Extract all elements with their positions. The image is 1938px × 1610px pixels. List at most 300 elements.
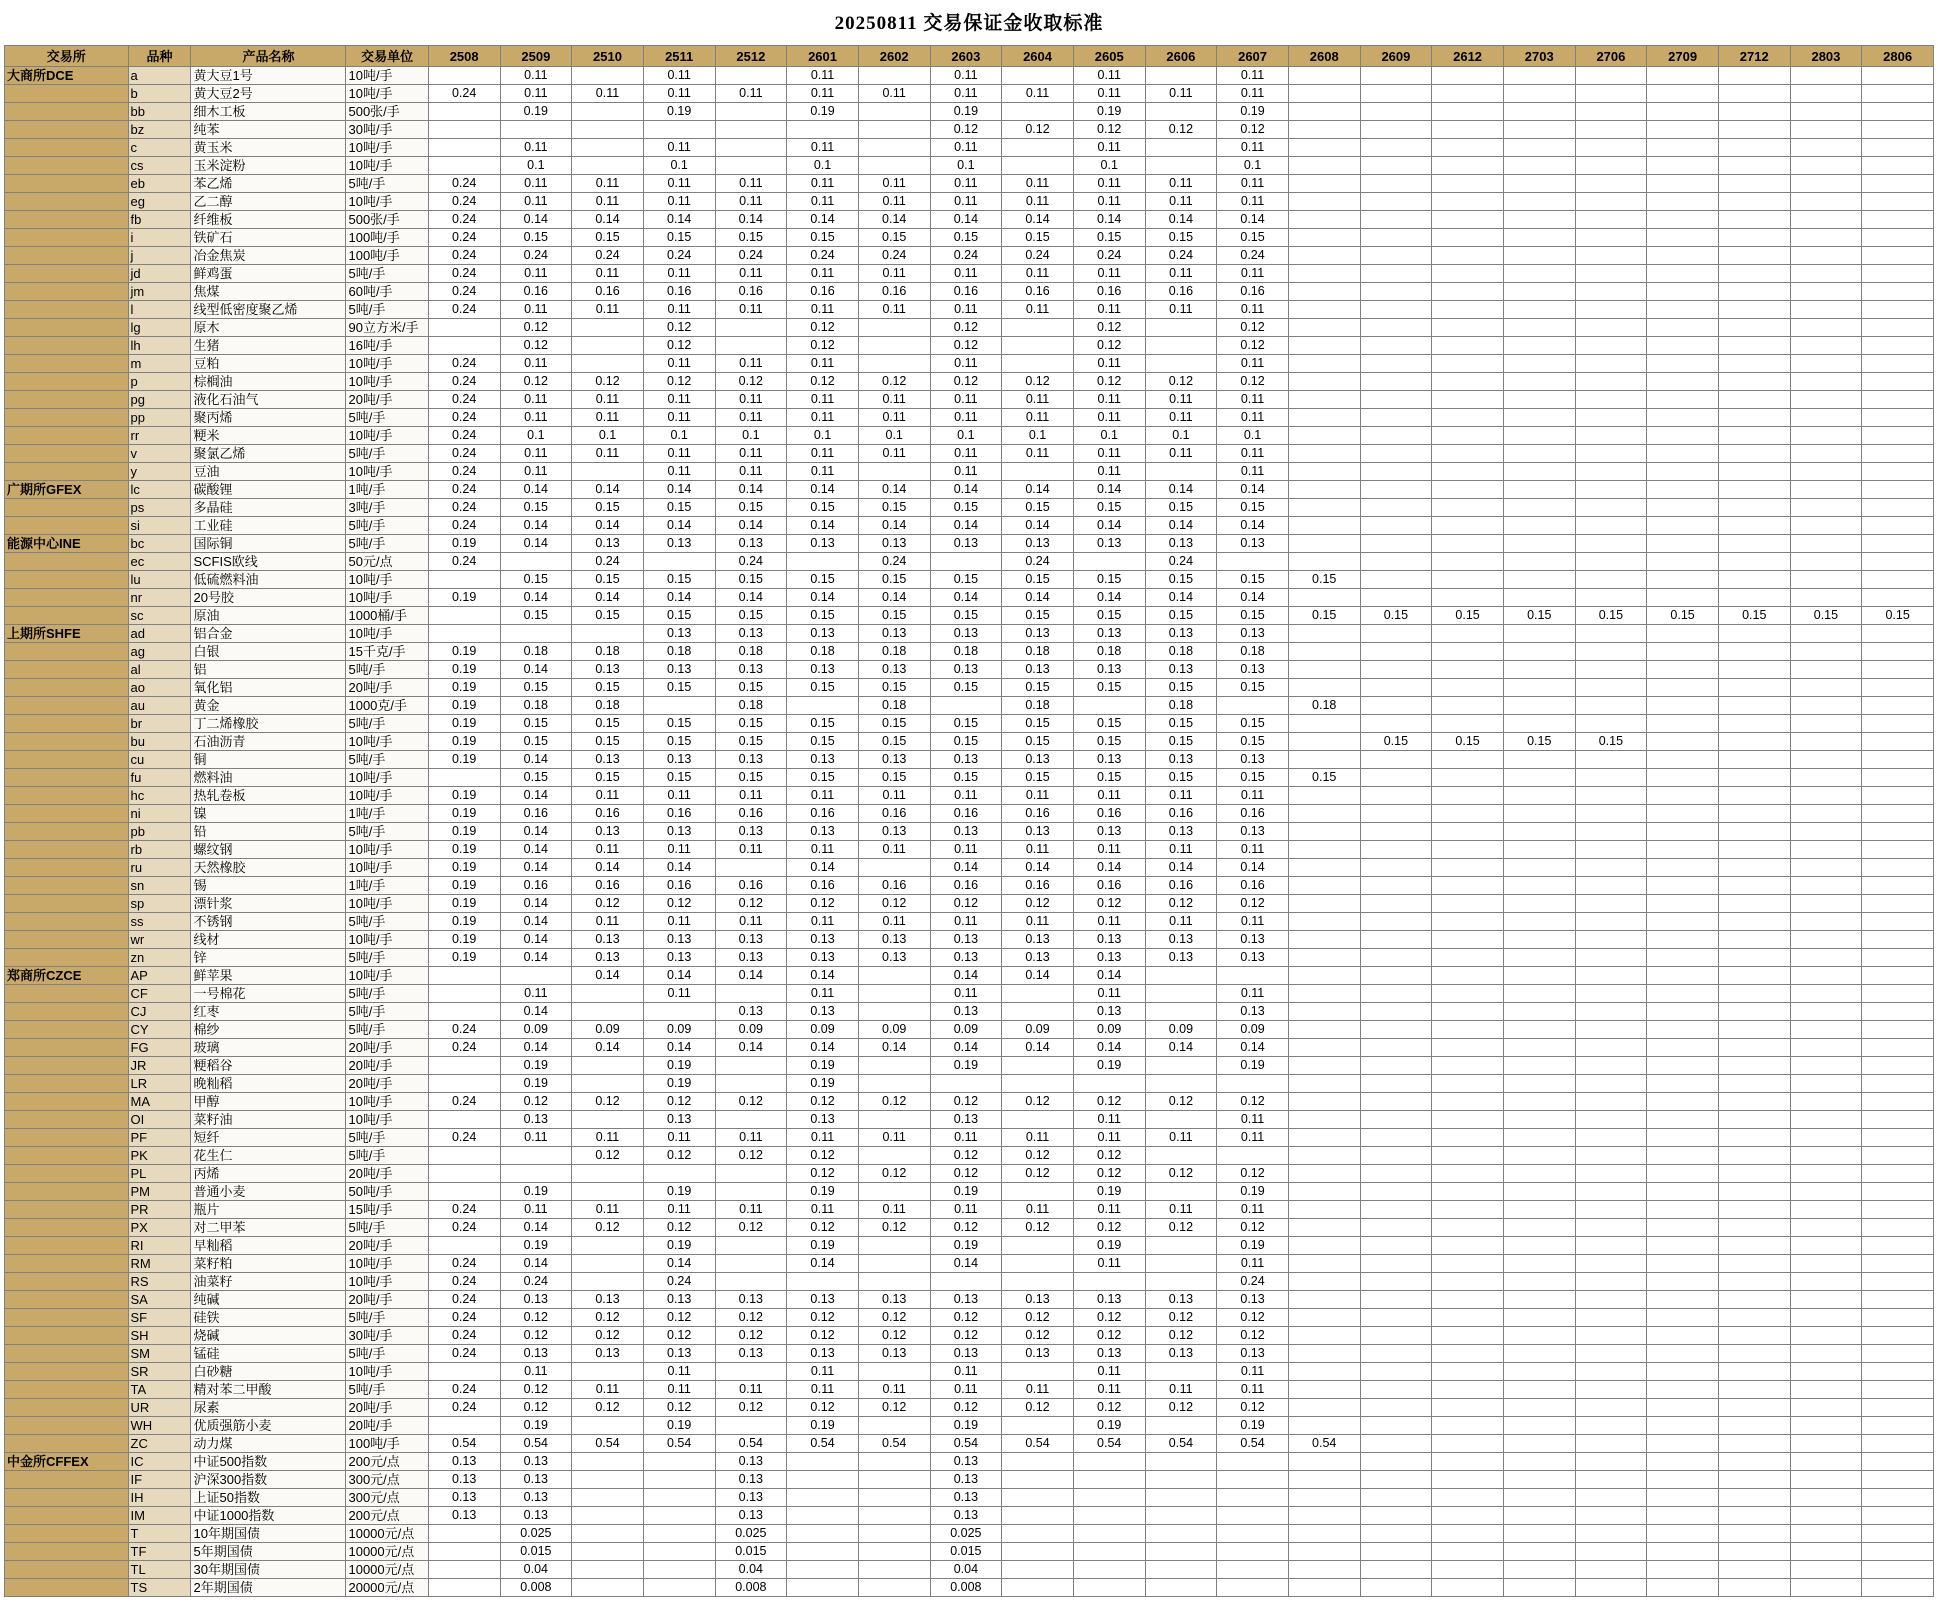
- cell-margin-2607: 0.1: [1217, 157, 1289, 175]
- cell-margin-2806: [1862, 859, 1934, 877]
- cell-margin-2509: 0.14: [500, 841, 572, 859]
- cell-margin-2703: [1503, 679, 1575, 697]
- cell-margin-2511: 0.11: [643, 355, 715, 373]
- cell-margin-2608: [1288, 805, 1360, 823]
- cell-margin-2703: [1503, 337, 1575, 355]
- cell-margin-2709: [1647, 625, 1719, 643]
- cell-exchange: [5, 463, 129, 481]
- cell-margin-2608: [1288, 67, 1360, 85]
- cell-margin-2604: 0.13: [1002, 949, 1074, 967]
- cell-margin-2712: [1718, 931, 1790, 949]
- cell-exchange: [5, 913, 129, 931]
- cell-margin-2712: [1718, 1363, 1790, 1381]
- cell-margin-2612: [1432, 301, 1504, 319]
- cell-margin-2603: 0.12: [930, 1093, 1002, 1111]
- cell-margin-2602: [858, 1561, 930, 1579]
- cell-margin-2605: 0.13: [1073, 625, 1145, 643]
- cell-margin-2712: [1718, 445, 1790, 463]
- cell-margin-2508: 0.24: [428, 445, 500, 463]
- cell-margin-2603: 0.11: [930, 1381, 1002, 1399]
- cell-exchange: [5, 355, 129, 373]
- cell-margin-2709: [1647, 193, 1719, 211]
- cell-margin-2712: [1718, 823, 1790, 841]
- cell-margin-2803: [1790, 1129, 1862, 1147]
- cell-margin-2603: 0.015: [930, 1543, 1002, 1561]
- cell-margin-2605: 0.24: [1073, 247, 1145, 265]
- cell-margin-2510: 0.14: [572, 517, 644, 535]
- cell-margin-2703: [1503, 1417, 1575, 1435]
- cell-margin-2605: 0.14: [1073, 481, 1145, 499]
- cell-margin-2607: 0.15: [1217, 733, 1289, 751]
- cell-margin-2709: [1647, 409, 1719, 427]
- cell-margin-2605: 0.14: [1073, 967, 1145, 985]
- cell-margin-2606: 0.11: [1145, 1201, 1217, 1219]
- cell-margin-2712: [1718, 67, 1790, 85]
- cell-exchange: [5, 643, 129, 661]
- cell-margin-2806: [1862, 1075, 1934, 1093]
- cell-margin-2703: [1503, 859, 1575, 877]
- cell-margin-2609: [1360, 1093, 1432, 1111]
- cell-margin-2706: [1575, 1183, 1647, 1201]
- table-row: [5, 1057, 1934, 1075]
- cell-margin-2706: [1575, 1291, 1647, 1309]
- column-header-14: 2606: [1145, 46, 1217, 67]
- cell-margin-2509: 0.14: [500, 751, 572, 769]
- cell-margin-2604: 0.11: [1002, 301, 1074, 319]
- cell-margin-2706: [1575, 625, 1647, 643]
- cell-margin-2609: [1360, 895, 1432, 913]
- cell-margin-2712: [1718, 211, 1790, 229]
- cell-product-code: fu: [128, 769, 191, 787]
- column-header-1: 品种: [128, 46, 191, 67]
- cell-margin-2607: 0.13: [1217, 751, 1289, 769]
- cell-margin-2601: 0.13: [787, 823, 859, 841]
- cell-margin-2602: 0.13: [858, 625, 930, 643]
- cell-product-name: 棕榈油: [191, 373, 346, 391]
- table-row: [5, 733, 1934, 751]
- cell-margin-2602: 0.11: [858, 265, 930, 283]
- cell-margin-2603: 0.13: [930, 1111, 1002, 1129]
- cell-margin-2607: 0.12: [1217, 1309, 1289, 1327]
- cell-margin-2612: [1432, 1093, 1504, 1111]
- column-header-24: 2806: [1862, 46, 1934, 67]
- cell-margin-2612: [1432, 1417, 1504, 1435]
- table-row: [5, 211, 1934, 229]
- cell-margin-2608: [1288, 1489, 1360, 1507]
- cell-margin-2511: 0.11: [643, 67, 715, 85]
- cell-margin-2709: [1647, 1201, 1719, 1219]
- cell-product-code: sn: [128, 877, 191, 895]
- cell-margin-2510: [572, 1561, 644, 1579]
- cell-margin-2602: [858, 1111, 930, 1129]
- cell-margin-2703: [1503, 805, 1575, 823]
- cell-margin-2612: [1432, 517, 1504, 535]
- cell-margin-2510: 0.11: [572, 1381, 644, 1399]
- cell-margin-2706: [1575, 643, 1647, 661]
- cell-margin-2601: [787, 1273, 859, 1291]
- cell-margin-2602: 0.12: [858, 1165, 930, 1183]
- cell-margin-2703: [1503, 1399, 1575, 1417]
- cell-margin-2607: 0.11: [1217, 193, 1289, 211]
- cell-margin-2511: 0.15: [643, 607, 715, 625]
- cell-margin-2609: [1360, 1525, 1432, 1543]
- cell-margin-2604: [1002, 1507, 1074, 1525]
- cell-margin-2608: [1288, 175, 1360, 193]
- cell-product-code: zn: [128, 949, 191, 967]
- cell-margin-2612: [1432, 1489, 1504, 1507]
- cell-margin-2603: 0.13: [930, 751, 1002, 769]
- cell-margin-2601: 0.12: [787, 1165, 859, 1183]
- cell-margin-2509: 0.11: [500, 67, 572, 85]
- cell-margin-2703: [1503, 103, 1575, 121]
- cell-margin-2511: 0.15: [643, 679, 715, 697]
- cell-margin-2602: 0.13: [858, 661, 930, 679]
- cell-margin-2803: [1790, 877, 1862, 895]
- cell-margin-2605: 0.11: [1073, 139, 1145, 157]
- cell-margin-2603: 0.11: [930, 193, 1002, 211]
- cell-margin-2508: [428, 103, 500, 121]
- cell-margin-2703: [1503, 1291, 1575, 1309]
- cell-margin-2508: 0.24: [428, 301, 500, 319]
- cell-margin-2601: 0.14: [787, 481, 859, 499]
- cell-product-code: l: [128, 301, 191, 319]
- cell-margin-2712: [1718, 1507, 1790, 1525]
- cell-margin-2601: 0.11: [787, 391, 859, 409]
- cell-margin-2703: [1503, 1237, 1575, 1255]
- cell-trading-unit: 300元/点: [346, 1471, 428, 1489]
- cell-margin-2606: 0.13: [1145, 1291, 1217, 1309]
- cell-margin-2608: [1288, 1363, 1360, 1381]
- cell-margin-2606: 0.11: [1145, 445, 1217, 463]
- cell-margin-2803: [1790, 1327, 1862, 1345]
- column-header-16: 2608: [1288, 46, 1360, 67]
- cell-margin-2607: 0.11: [1217, 913, 1289, 931]
- cell-margin-2608: [1288, 1543, 1360, 1561]
- cell-margin-2603: 0.13: [930, 1471, 1002, 1489]
- cell-margin-2511: 0.13: [643, 823, 715, 841]
- cell-product-code: PR: [128, 1201, 191, 1219]
- cell-margin-2605: 0.11: [1073, 1255, 1145, 1273]
- cell-margin-2605: [1073, 1075, 1145, 1093]
- cell-margin-2608: [1288, 661, 1360, 679]
- cell-margin-2803: [1790, 301, 1862, 319]
- cell-margin-2509: 0.11: [500, 301, 572, 319]
- cell-product-code: ec: [128, 553, 191, 571]
- cell-margin-2511: 0.11: [643, 1381, 715, 1399]
- cell-margin-2608: [1288, 1147, 1360, 1165]
- cell-margin-2712: [1718, 859, 1790, 877]
- cell-margin-2709: [1647, 1273, 1719, 1291]
- cell-margin-2803: [1790, 1237, 1862, 1255]
- cell-margin-2703: [1503, 661, 1575, 679]
- cell-margin-2709: [1647, 931, 1719, 949]
- cell-margin-2511: 0.14: [643, 967, 715, 985]
- cell-margin-2803: [1790, 535, 1862, 553]
- cell-exchange: [5, 121, 129, 139]
- cell-margin-2608: [1288, 319, 1360, 337]
- cell-margin-2603: 0.54: [930, 1435, 1002, 1453]
- cell-margin-2706: [1575, 1399, 1647, 1417]
- cell-margin-2606: [1145, 1111, 1217, 1129]
- cell-margin-2608: [1288, 1165, 1360, 1183]
- cell-product-code: eg: [128, 193, 191, 211]
- cell-margin-2510: 0.11: [572, 85, 644, 103]
- cell-margin-2602: 0.15: [858, 607, 930, 625]
- cell-margin-2612: [1432, 1525, 1504, 1543]
- cell-margin-2706: [1575, 1165, 1647, 1183]
- cell-margin-2703: [1503, 121, 1575, 139]
- cell-margin-2601: 0.15: [787, 733, 859, 751]
- cell-margin-2612: [1432, 967, 1504, 985]
- cell-margin-2605: 0.15: [1073, 499, 1145, 517]
- cell-margin-2712: [1718, 1129, 1790, 1147]
- cell-margin-2605: 0.13: [1073, 1345, 1145, 1363]
- cell-exchange: [5, 1039, 129, 1057]
- cell-trading-unit: 1吨/手: [346, 877, 428, 895]
- cell-margin-2511: 0.14: [643, 1039, 715, 1057]
- cell-margin-2806: [1862, 949, 1934, 967]
- cell-margin-2605: 0.11: [1073, 409, 1145, 427]
- cell-margin-2511: [643, 1471, 715, 1489]
- cell-product-code: PF: [128, 1129, 191, 1147]
- cell-margin-2606: 0.13: [1145, 949, 1217, 967]
- cell-margin-2609: [1360, 1453, 1432, 1471]
- cell-margin-2803: [1790, 1363, 1862, 1381]
- cell-product-name: 乙二醇: [191, 193, 346, 211]
- cell-margin-2606: 0.13: [1145, 661, 1217, 679]
- cell-margin-2703: [1503, 823, 1575, 841]
- cell-margin-2709: [1647, 1489, 1719, 1507]
- cell-margin-2712: [1718, 1579, 1790, 1597]
- cell-margin-2608: [1288, 1255, 1360, 1273]
- cell-trading-unit: 10吨/手: [346, 139, 428, 157]
- column-header-0: 交易所: [5, 46, 129, 67]
- cell-margin-2601: [787, 1453, 859, 1471]
- cell-margin-2806: [1862, 301, 1934, 319]
- cell-margin-2803: [1790, 247, 1862, 265]
- cell-margin-2709: [1647, 1435, 1719, 1453]
- table-row: [5, 1219, 1934, 1237]
- cell-margin-2508: 0.13: [428, 1489, 500, 1507]
- cell-margin-2511: 0.16: [643, 877, 715, 895]
- cell-margin-2712: [1718, 643, 1790, 661]
- cell-margin-2509: [500, 121, 572, 139]
- cell-exchange: [5, 589, 129, 607]
- cell-margin-2601: 0.14: [787, 1039, 859, 1057]
- cell-product-name: 锡: [191, 877, 346, 895]
- cell-margin-2609: [1360, 1003, 1432, 1021]
- cell-margin-2806: [1862, 571, 1934, 589]
- cell-margin-2607: [1217, 1507, 1289, 1525]
- cell-margin-2607: [1217, 553, 1289, 571]
- cell-margin-2604: [1002, 1471, 1074, 1489]
- cell-margin-2602: [858, 355, 930, 373]
- cell-margin-2709: [1647, 1525, 1719, 1543]
- cell-product-name: 热轧卷板: [191, 787, 346, 805]
- cell-margin-2605: 0.14: [1073, 211, 1145, 229]
- cell-margin-2806: [1862, 1273, 1934, 1291]
- cell-margin-2608: [1288, 1201, 1360, 1219]
- cell-margin-2712: [1718, 1237, 1790, 1255]
- cell-product-name: 黄金: [191, 697, 346, 715]
- table-row: [5, 463, 1934, 481]
- cell-margin-2510: [572, 985, 644, 1003]
- cell-margin-2601: 0.13: [787, 625, 859, 643]
- cell-margin-2609: [1360, 247, 1432, 265]
- cell-margin-2709: [1647, 229, 1719, 247]
- cell-margin-2612: [1432, 1165, 1504, 1183]
- cell-margin-2603: 0.11: [930, 391, 1002, 409]
- cell-margin-2709: [1647, 121, 1719, 139]
- cell-margin-2606: 0.13: [1145, 823, 1217, 841]
- cell-margin-2508: [428, 121, 500, 139]
- cell-margin-2606: 0.12: [1145, 1093, 1217, 1111]
- cell-margin-2605: 0.12: [1073, 373, 1145, 391]
- cell-trading-unit: 10吨/手: [346, 625, 428, 643]
- cell-margin-2601: 0.12: [787, 319, 859, 337]
- table-row: [5, 535, 1934, 553]
- cell-margin-2709: [1647, 679, 1719, 697]
- cell-margin-2509: 0.15: [500, 571, 572, 589]
- cell-exchange: [5, 1417, 129, 1435]
- cell-margin-2606: [1145, 337, 1217, 355]
- cell-margin-2509: 0.13: [500, 1471, 572, 1489]
- table-row: [5, 1093, 1934, 1111]
- cell-product-name: 瓶片: [191, 1201, 346, 1219]
- cell-margin-2607: 0.19: [1217, 1183, 1289, 1201]
- cell-margin-2510: [572, 1273, 644, 1291]
- cell-margin-2511: 0.13: [643, 949, 715, 967]
- cell-margin-2601: 0.16: [787, 877, 859, 895]
- cell-margin-2508: 0.24: [428, 247, 500, 265]
- cell-margin-2604: 0.16: [1002, 805, 1074, 823]
- cell-margin-2608: 0.18: [1288, 697, 1360, 715]
- cell-margin-2803: [1790, 1345, 1862, 1363]
- cell-product-code: ad: [128, 625, 191, 643]
- cell-margin-2712: [1718, 319, 1790, 337]
- cell-product-name: 短纤: [191, 1129, 346, 1147]
- cell-margin-2604: [1002, 1237, 1074, 1255]
- cell-margin-2605: 0.1: [1073, 427, 1145, 445]
- cell-margin-2703: [1503, 355, 1575, 373]
- table-header-row: [5, 46, 1934, 67]
- cell-margin-2608: [1288, 265, 1360, 283]
- cell-margin-2605: 0.15: [1073, 679, 1145, 697]
- cell-margin-2712: [1718, 679, 1790, 697]
- cell-margin-2712: [1718, 1327, 1790, 1345]
- cell-margin-2602: 0.11: [858, 913, 930, 931]
- table-row: [5, 85, 1934, 103]
- cell-margin-2607: 0.13: [1217, 1003, 1289, 1021]
- cell-product-code: WH: [128, 1417, 191, 1435]
- cell-margin-2508: [428, 1525, 500, 1543]
- cell-margin-2703: [1503, 1039, 1575, 1057]
- cell-margin-2712: [1718, 1471, 1790, 1489]
- cell-margin-2511: 0.18: [643, 643, 715, 661]
- cell-margin-2512: 0.11: [715, 85, 787, 103]
- cell-margin-2607: 0.19: [1217, 103, 1289, 121]
- cell-margin-2703: [1503, 1219, 1575, 1237]
- cell-margin-2803: [1790, 967, 1862, 985]
- cell-margin-2607: 0.14: [1217, 481, 1289, 499]
- cell-margin-2712: [1718, 265, 1790, 283]
- cell-exchange: [5, 1183, 129, 1201]
- cell-product-code: eb: [128, 175, 191, 193]
- cell-margin-2709: [1647, 643, 1719, 661]
- cell-margin-2612: [1432, 319, 1504, 337]
- cell-margin-2703: [1503, 517, 1575, 535]
- table-row: [5, 1075, 1934, 1093]
- cell-margin-2510: 0.11: [572, 391, 644, 409]
- cell-margin-2706: [1575, 355, 1647, 373]
- cell-margin-2601: 0.13: [787, 1345, 859, 1363]
- cell-margin-2706: [1575, 373, 1647, 391]
- cell-margin-2806: [1862, 1453, 1934, 1471]
- cell-margin-2508: [428, 1561, 500, 1579]
- cell-margin-2712: [1718, 103, 1790, 121]
- cell-margin-2602: 0.11: [858, 175, 930, 193]
- cell-margin-2709: [1647, 787, 1719, 805]
- cell-margin-2602: 0.12: [858, 1327, 930, 1345]
- cell-margin-2803: [1790, 283, 1862, 301]
- cell-trading-unit: 5吨/手: [346, 661, 428, 679]
- cell-margin-2612: [1432, 463, 1504, 481]
- cell-margin-2604: [1002, 337, 1074, 355]
- cell-margin-2510: 0.12: [572, 1219, 644, 1237]
- cell-margin-2608: [1288, 1309, 1360, 1327]
- cell-margin-2605: 0.15: [1073, 607, 1145, 625]
- cell-product-code: UR: [128, 1399, 191, 1417]
- cell-margin-2607: 0.11: [1217, 985, 1289, 1003]
- cell-margin-2703: [1503, 535, 1575, 553]
- cell-margin-2509: 0.16: [500, 805, 572, 823]
- cell-margin-2606: 0.11: [1145, 409, 1217, 427]
- cell-margin-2806: [1862, 1435, 1934, 1453]
- cell-margin-2511: 0.11: [643, 409, 715, 427]
- cell-exchange: [5, 373, 129, 391]
- cell-exchange: [5, 1489, 129, 1507]
- cell-margin-2712: [1718, 1489, 1790, 1507]
- cell-margin-2602: 0.16: [858, 877, 930, 895]
- table-body: [5, 67, 1934, 1597]
- cell-product-name: 动力煤: [191, 1435, 346, 1453]
- cell-margin-2511: 0.11: [643, 139, 715, 157]
- cell-exchange: [5, 1381, 129, 1399]
- cell-trading-unit: 5吨/手: [346, 1345, 428, 1363]
- cell-exchange: [5, 679, 129, 697]
- cell-product-code: JR: [128, 1057, 191, 1075]
- cell-margin-2605: 0.15: [1073, 769, 1145, 787]
- cell-margin-2607: 0.11: [1217, 355, 1289, 373]
- cell-margin-2803: [1790, 1003, 1862, 1021]
- cell-exchange: [5, 211, 129, 229]
- cell-margin-2609: [1360, 1291, 1432, 1309]
- cell-margin-2601: 0.09: [787, 1021, 859, 1039]
- cell-margin-2508: 0.24: [428, 283, 500, 301]
- cell-margin-2508: 0.24: [428, 391, 500, 409]
- cell-margin-2706: [1575, 535, 1647, 553]
- cell-margin-2601: 0.12: [787, 1309, 859, 1327]
- cell-margin-2602: 0.18: [858, 643, 930, 661]
- cell-product-name: 中证500指数: [191, 1453, 346, 1471]
- cell-margin-2602: [858, 319, 930, 337]
- cell-margin-2601: [787, 1471, 859, 1489]
- cell-margin-2512: [715, 1111, 787, 1129]
- table-row: [5, 1273, 1934, 1291]
- cell-margin-2510: [572, 355, 644, 373]
- cell-margin-2607: 0.11: [1217, 1381, 1289, 1399]
- cell-margin-2512: 0.11: [715, 301, 787, 319]
